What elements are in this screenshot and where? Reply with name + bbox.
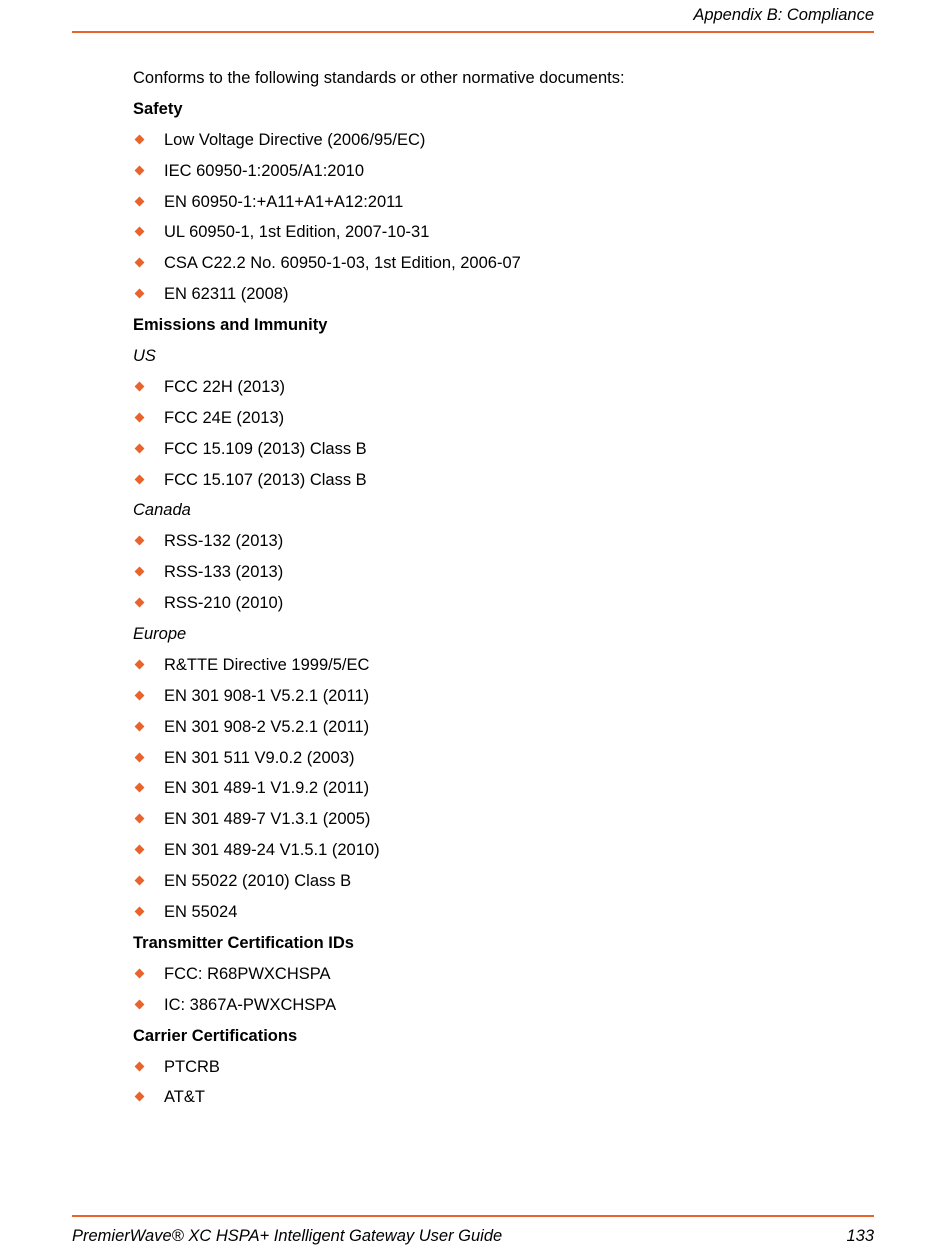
list-item <box>133 190 873 221</box>
intro-text: Conforms to the following standards or other normative documents: <box>133 69 625 87</box>
diamond-bullet-icon <box>135 814 145 824</box>
list-item <box>133 993 873 1024</box>
list-item <box>133 220 873 251</box>
diamond-bullet-icon <box>135 196 145 206</box>
list-item-text: EN 301 511 V9.0.2 (2003) <box>164 748 355 767</box>
diamond-bullet-icon <box>135 134 145 144</box>
list-item-text: IEC 60950-1:2005/A1:2010 <box>164 161 364 180</box>
list-item-text: EN 62311 (2008) <box>164 285 289 304</box>
emissions-heading: Emissions and Immunity <box>133 316 328 335</box>
list-item <box>133 715 873 746</box>
list-item-text: PTCRB <box>164 1057 220 1076</box>
diamond-bullet-icon <box>135 752 145 762</box>
list-item-text: FCC 15.109 (2013) Class B <box>164 439 367 458</box>
list-item <box>133 869 873 900</box>
header-title: Appendix B: Compliance <box>693 6 874 24</box>
list-item-text: EN 301 489-7 V1.3.1 (2005) <box>164 810 371 829</box>
list-item-text: AT&T <box>164 1088 205 1107</box>
list-item-text: EN 301 489-24 V1.5.1 (2010) <box>164 841 380 860</box>
list-item <box>133 653 873 684</box>
list-item-text: FCC 15.107 (2013) Class B <box>164 470 367 489</box>
diamond-bullet-icon <box>135 783 145 793</box>
list-item <box>133 282 873 313</box>
list-item <box>133 437 873 468</box>
list-item-text: R&TTE Directive 1999/5/EC <box>164 655 370 674</box>
list-item <box>133 962 873 993</box>
diamond-bullet-icon <box>135 1092 145 1102</box>
transmitter-heading: Transmitter Certification IDs <box>133 933 354 952</box>
list-item-text: FCC 24E (2013) <box>164 408 285 427</box>
list-item <box>133 591 873 622</box>
diamond-bullet-icon <box>135 598 145 608</box>
list-item <box>133 375 873 406</box>
list-item <box>133 1085 873 1116</box>
list-item-text: Low Voltage Directive (2006/95/EC) <box>164 130 426 149</box>
list-item-text: UL 60950-1, 1st Edition, 2007-10-31 <box>164 223 430 242</box>
list-item-text: EN 301 908-1 V5.2.1 (2011) <box>164 686 370 705</box>
diamond-bullet-icon <box>135 721 145 731</box>
list-item-text: EN 55024 <box>164 903 238 922</box>
diamond-bullet-icon <box>135 289 145 299</box>
list-item <box>133 560 873 591</box>
diamond-bullet-icon <box>135 567 145 577</box>
list-item <box>133 807 873 838</box>
footer-title: PremierWave® XC HSPA+ Intelligent Gateway User Guide <box>72 1227 503 1245</box>
list-item <box>133 746 873 777</box>
diamond-bullet-icon <box>135 412 145 422</box>
list-item <box>133 776 873 807</box>
page-number: 133 <box>846 1227 874 1245</box>
diamond-bullet-icon <box>135 999 145 1009</box>
diamond-bullet-icon <box>135 690 145 700</box>
list-item-text: RSS-133 (2013) <box>164 563 284 582</box>
list-item-text: EN 60950-1:+A11+A1+A12:2011 <box>164 192 404 211</box>
diamond-bullet-icon <box>135 876 145 886</box>
diamond-bullet-icon <box>135 165 145 175</box>
list-item-text: EN 301 489-1 V1.9.2 (2011) <box>164 779 370 798</box>
list-item-text: IC: 3867A-PWXCHSPA <box>164 995 337 1014</box>
list-item <box>133 838 873 869</box>
diamond-bullet-icon <box>135 1061 145 1071</box>
diamond-bullet-icon <box>135 227 145 237</box>
compliance-content <box>133 66 873 1116</box>
diamond-bullet-icon <box>135 907 145 917</box>
list-item-text: CSA C22.2 No. 60950-1-03, 1st Edition, 2006-07 <box>164 254 521 273</box>
diamond-bullet-icon <box>135 443 145 453</box>
page-header <box>72 0 874 33</box>
list-item <box>133 128 873 159</box>
us-subheading: US <box>133 347 156 366</box>
list-item <box>133 468 873 499</box>
carrier-heading: Carrier Certifications <box>133 1026 298 1045</box>
diamond-bullet-icon <box>135 536 145 546</box>
list-item-text: RSS-210 (2010) <box>164 594 284 613</box>
diamond-bullet-icon <box>135 659 145 669</box>
diamond-bullet-icon <box>135 968 145 978</box>
canada-subheading: Canada <box>133 501 191 520</box>
list-item-text: EN 301 908-2 V5.2.1 (2011) <box>164 717 370 736</box>
list-item <box>133 684 873 715</box>
list-item-text: FCC 22H (2013) <box>164 377 286 396</box>
page-footer <box>72 1215 874 1257</box>
list-item-text: FCC: R68PWXCHSPA <box>164 964 331 983</box>
list-item-text: RSS-132 (2013) <box>164 532 284 551</box>
list-item-text: EN 55022 (2010) Class B <box>164 872 352 891</box>
list-item <box>133 406 873 437</box>
safety-heading: Safety <box>133 99 183 118</box>
europe-subheading: Europe <box>133 625 187 644</box>
list-item <box>133 1055 873 1086</box>
diamond-bullet-icon <box>135 474 145 484</box>
diamond-bullet-icon <box>135 381 145 391</box>
list-item <box>133 529 873 560</box>
list-item <box>133 251 873 282</box>
diamond-bullet-icon <box>135 258 145 268</box>
list-item <box>133 159 873 190</box>
diamond-bullet-icon <box>135 845 145 855</box>
list-item <box>133 900 873 931</box>
